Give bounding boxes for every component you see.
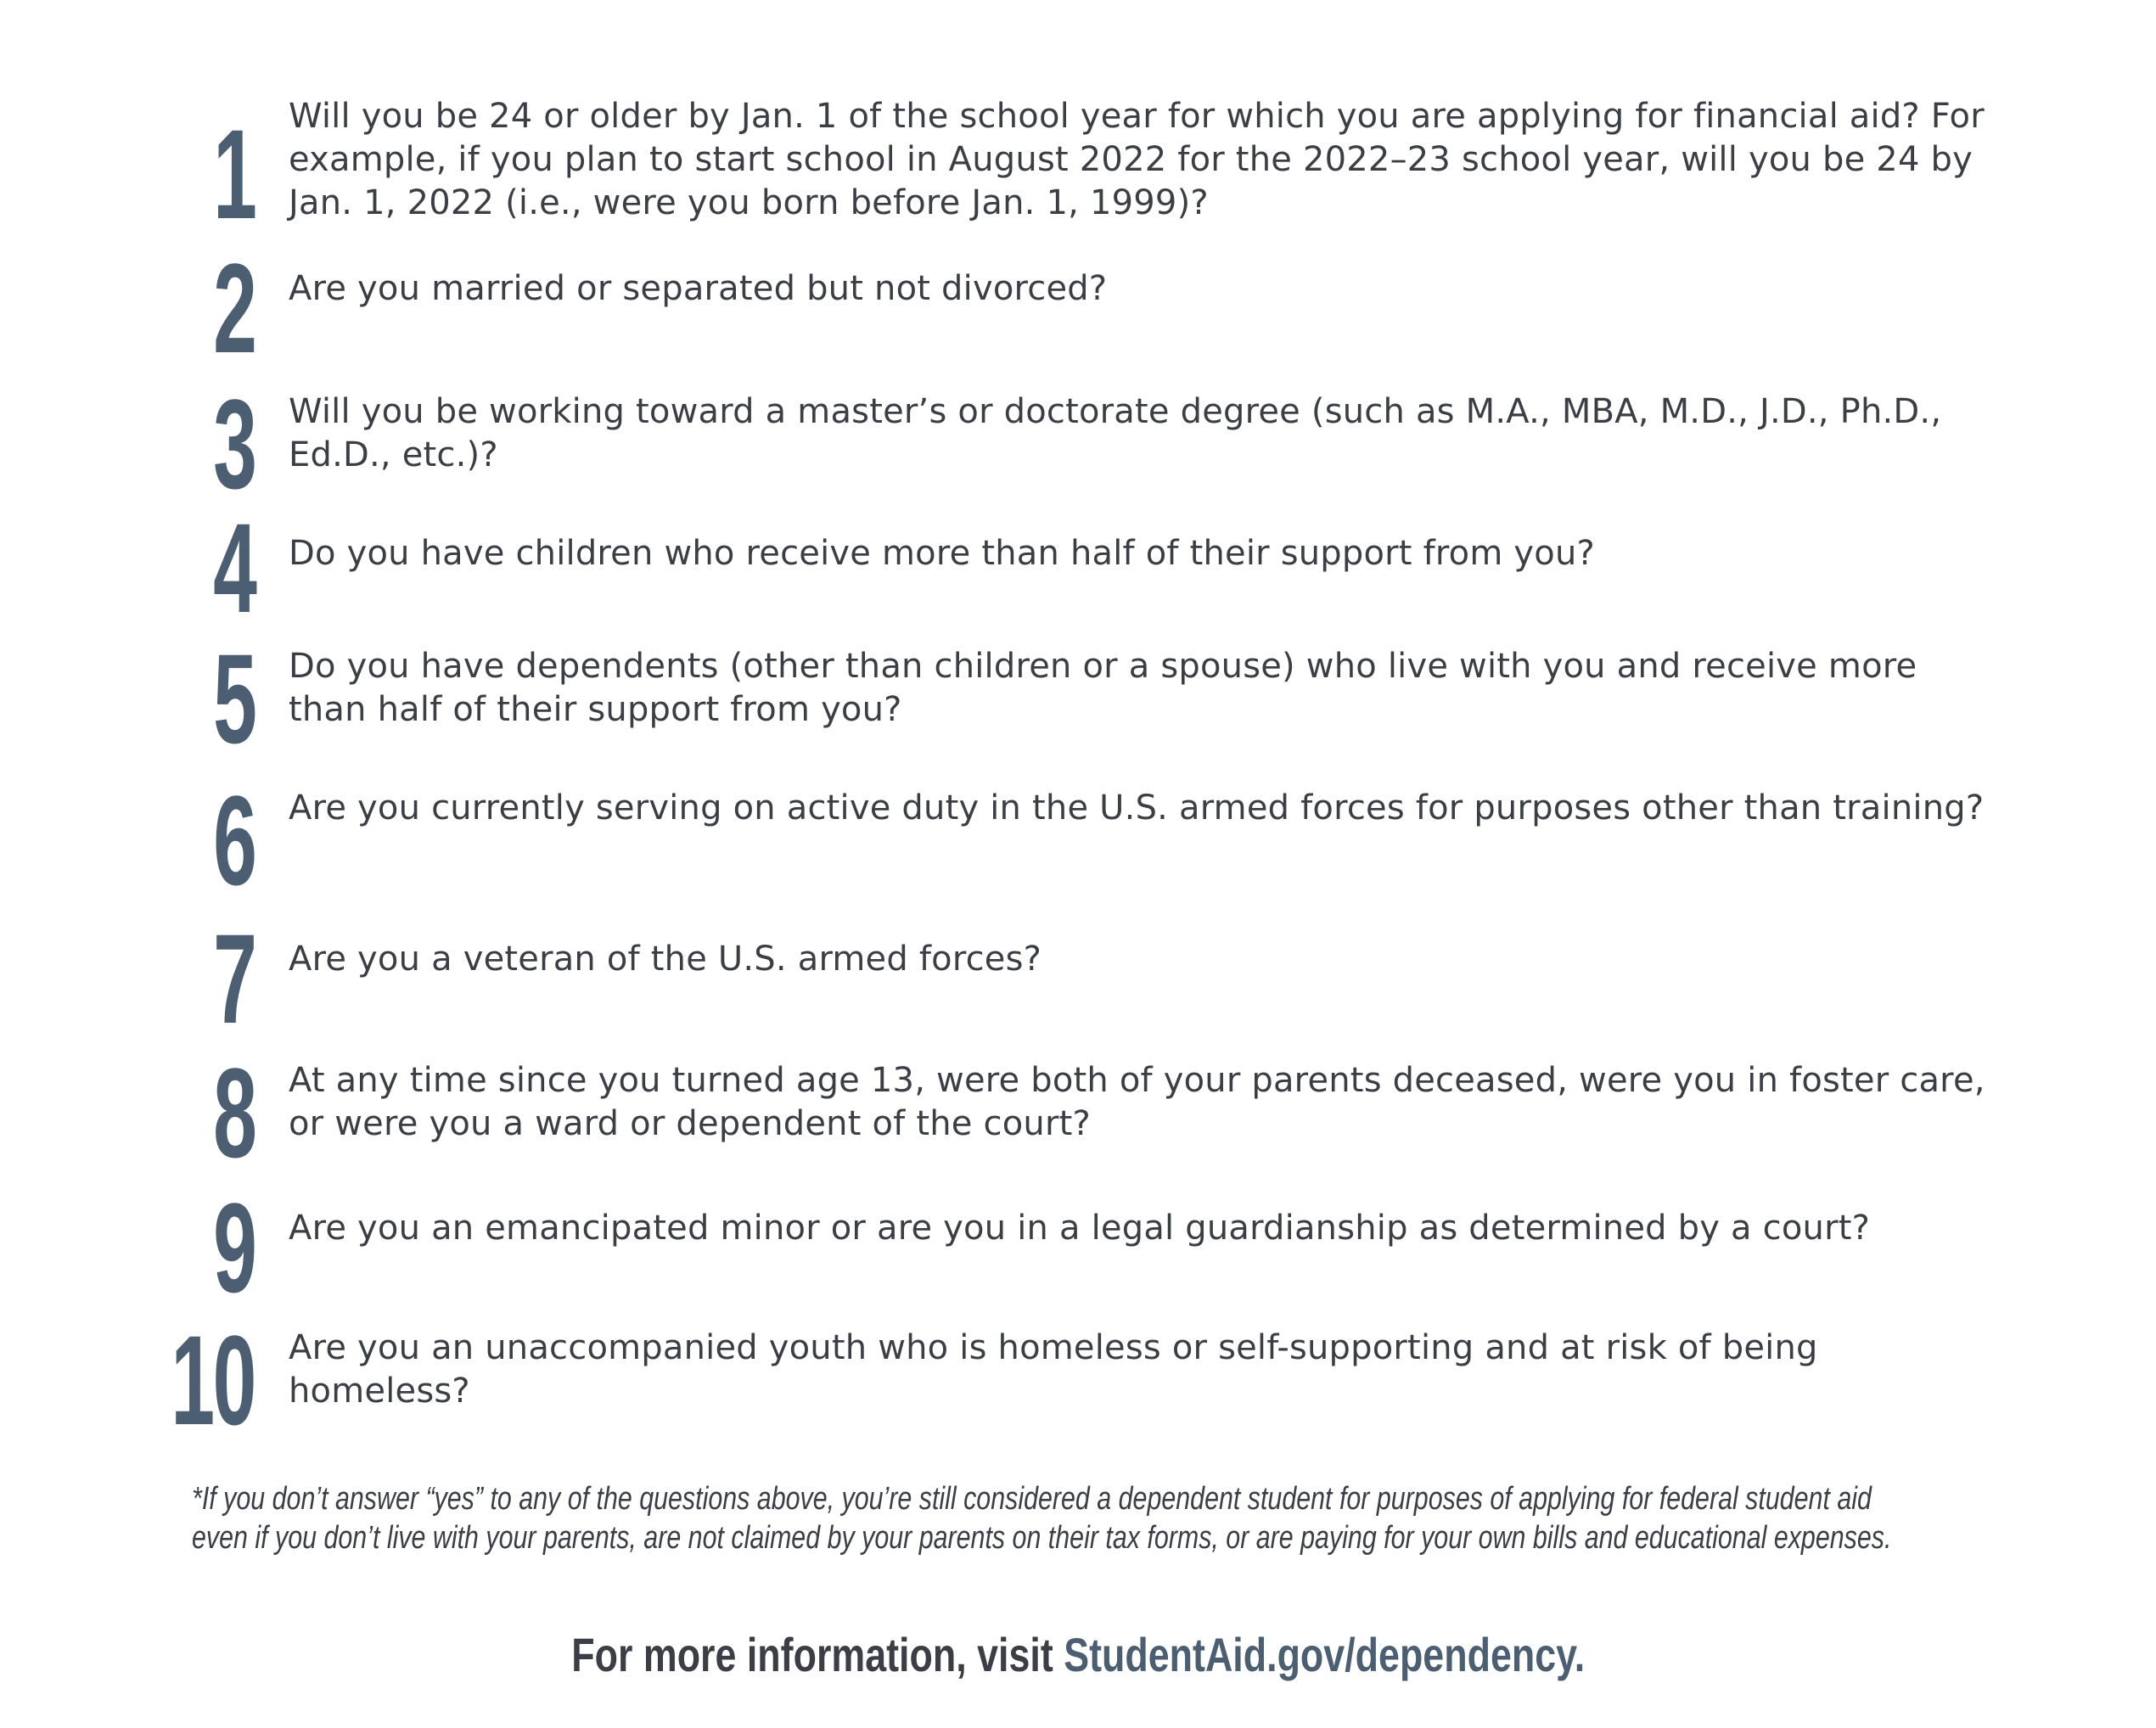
question-number: 9	[212, 1176, 255, 1319]
question-number: 6	[212, 769, 255, 912]
question-text: Will you be 24 or older by Jan. 1 of the school year for which you are applying for financial aid? For example, if you plan to start school in August 2022 for the 2022–23 school year, will you be 24 by Jan. 1, 2022 (i.e., were you born before Jan. 1, 1999)?	[289, 97, 1985, 222]
question-text: Are you currently serving on active duty in the U.S. armed forces for purposes other than training?	[289, 788, 1985, 828]
question-text: Are you a veteran of the U.S. armed forces?	[289, 940, 1042, 979]
question-number: 2	[212, 237, 255, 379]
question-number: 4	[212, 497, 255, 639]
question-text: Do you have children who receive more than half of their support from you?	[289, 534, 1595, 573]
more-info	[0, 1630, 2156, 1680]
question-text: At any time since you turned age 13, were both of your parents deceased, were you in foster care, or were you a ward or dependent of the court?	[289, 1061, 1985, 1143]
question-number: 10	[171, 1309, 255, 1451]
more-info-prefix: For more information, visit	[571, 1628, 1064, 1681]
question-number: 7	[212, 907, 255, 1050]
question-text: Are you an unaccompanied youth who is homeless or self-supporting and at risk of being homeless?	[289, 1328, 1818, 1411]
footnote-line-1: *If you don’t answer “yes” to any of the questions above, you’re still considered a dependent student for purposes of applying for federal student aid	[192, 1481, 1872, 1517]
studentaid-link[interactable]: StudentAid.gov/dependency.	[1064, 1628, 1585, 1681]
question-text: Are you married or separated but not divorced?	[289, 269, 1108, 308]
footnote	[192, 1479, 1892, 1557]
question-text: Do you have dependents (other than children or a spouse) who live with you and receive more than half of their support from you?	[289, 647, 1917, 729]
footnote-line-2: even if you don’t live with your parents, are not claimed by your parents on their tax forms, or are paying for your own bills and educational expenses.	[192, 1520, 1892, 1556]
question-text: Will you be working toward a master’s or doctorate degree (such as M.A., MBA, M.D., J.D., Ph.D., Ed.D., etc.)?	[289, 392, 1942, 474]
question-text: Are you an emancipated minor or are you in a legal guardianship as determined by a court?	[289, 1209, 1871, 1248]
question-number: 3	[212, 373, 255, 515]
question-number: 1	[212, 103, 255, 245]
question-number: 8	[212, 1041, 255, 1184]
question-number: 5	[212, 627, 255, 770]
